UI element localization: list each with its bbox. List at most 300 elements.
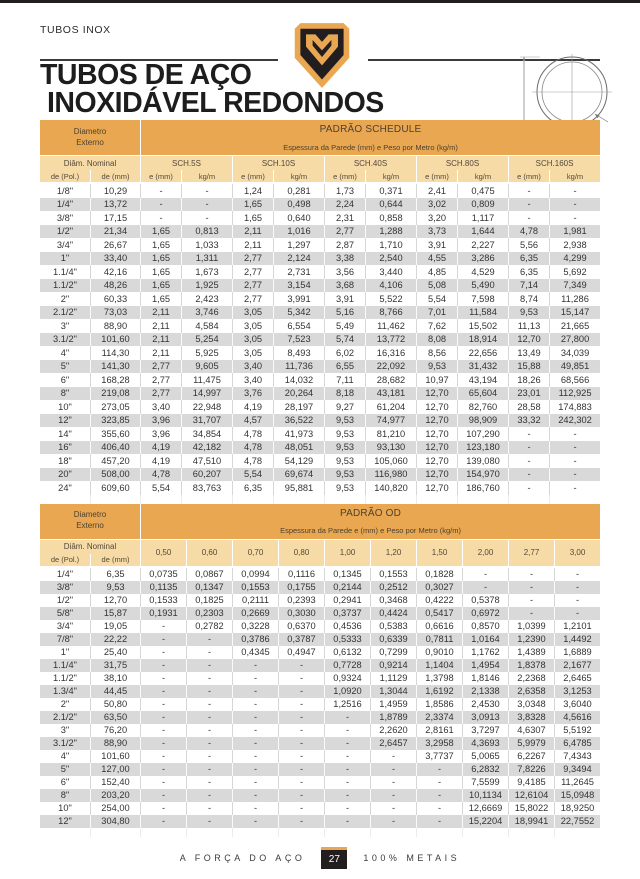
table-row <box>40 198 600 212</box>
spacer-row <box>40 495 600 504</box>
value-cell: 11,13 <box>508 319 549 333</box>
value-cell: 11,2645 <box>554 776 600 789</box>
value-cell: 1,1404 <box>416 659 462 672</box>
value-cell: 123,180 <box>457 441 508 455</box>
value-cell: - <box>554 581 600 594</box>
value-cell: 12,70 <box>416 481 457 495</box>
value-cell: - <box>324 789 370 802</box>
value-cell: - <box>140 659 186 672</box>
value-cell: - <box>140 211 181 225</box>
value-cell: 2,423 <box>181 292 232 306</box>
value-cell: 21,665 <box>549 319 600 333</box>
col-header-pol: de (Pol.) <box>40 170 90 184</box>
value-cell: 11,736 <box>273 360 324 374</box>
value-cell: - <box>232 672 278 685</box>
empty-cell <box>232 828 278 837</box>
value-cell: 107,290 <box>457 427 508 441</box>
diam-mm-cell: 17,15 <box>90 211 140 225</box>
diam-mm-cell: 219,08 <box>90 387 140 401</box>
diam-mm-cell: 141,30 <box>90 360 140 374</box>
value-cell: - <box>508 568 554 581</box>
schedule-table <box>40 120 600 504</box>
value-cell: - <box>278 789 324 802</box>
col-header-e: e (mm) <box>324 170 365 184</box>
thickness-header: 1,20 <box>370 539 416 568</box>
value-cell: 15,88 <box>508 360 549 374</box>
diam-mm-cell: 6,35 <box>90 568 140 581</box>
value-cell: 2,11 <box>140 306 181 320</box>
value-cell: 4,78 <box>232 441 273 455</box>
value-cell: 0,498 <box>273 198 324 212</box>
diam-pol-cell: 16" <box>40 441 90 455</box>
empty-cell <box>90 828 140 837</box>
value-cell: 0,9010 <box>416 646 462 659</box>
table-row <box>40 815 600 828</box>
table-row <box>40 346 600 360</box>
value-cell: 8,56 <box>416 346 457 360</box>
value-cell: 3,6040 <box>554 698 600 711</box>
value-cell: 0,5333 <box>324 633 370 646</box>
value-cell: 23,01 <box>508 387 549 401</box>
value-cell: 6,4785 <box>554 737 600 750</box>
value-cell: - <box>140 184 181 198</box>
diam-pol-cell: 1" <box>40 252 90 266</box>
table-row <box>40 776 600 789</box>
table-row <box>40 685 600 698</box>
value-cell: 5,08 <box>416 279 457 293</box>
value-cell: 18,26 <box>508 373 549 387</box>
diam-mm-cell: 88,90 <box>90 737 140 750</box>
value-cell: 1,65 <box>140 238 181 252</box>
value-cell: 1,8586 <box>416 698 462 711</box>
value-cell: - <box>370 789 416 802</box>
value-cell: 0,7299 <box>370 646 416 659</box>
value-cell: 5,692 <box>549 265 600 279</box>
value-cell: 5,16 <box>324 306 365 320</box>
empty-cell <box>40 828 90 837</box>
diam-pol-cell: 2" <box>60 699 70 709</box>
value-cell: 15,147 <box>549 306 600 320</box>
sch-group-header: SCH.40S <box>324 155 416 170</box>
sch-group-header: SCH.5S <box>140 155 232 170</box>
empty-cell <box>365 495 416 504</box>
value-cell: 7,01 <box>416 306 457 320</box>
value-cell: 1,1129 <box>370 672 416 685</box>
value-cell: 12,70 <box>416 400 457 414</box>
value-cell: 3,440 <box>365 265 416 279</box>
diam-pol-cell: 6" <box>60 777 70 787</box>
value-cell: 2,77 <box>232 265 273 279</box>
value-cell: - <box>549 427 600 441</box>
value-cell: 11,286 <box>549 292 600 306</box>
value-cell: - <box>554 568 600 581</box>
empty-cell <box>140 828 186 837</box>
diam-pol-cell: 1.1/2" <box>53 673 77 683</box>
value-cell: 1,6192 <box>416 685 462 698</box>
diam-pol-cell: 1" <box>60 647 70 657</box>
empty-cell <box>508 828 554 837</box>
value-cell: 1,644 <box>457 225 508 239</box>
col-header-kg: kg/m <box>181 170 232 184</box>
value-cell: 0,3737 <box>324 607 370 620</box>
value-cell: - <box>370 815 416 828</box>
table-row <box>40 265 600 279</box>
diam-pol-cell: 20" <box>40 468 90 482</box>
value-cell: 20,264 <box>273 387 324 401</box>
diam-mm-cell: 48,26 <box>90 279 140 293</box>
value-cell: - <box>186 815 232 828</box>
value-cell: 1,73 <box>324 184 365 198</box>
value-cell: 5,254 <box>181 333 232 347</box>
value-cell: 1,925 <box>181 279 232 293</box>
value-cell: 3,0913 <box>462 711 508 724</box>
diam-mm-cell: 50,80 <box>90 698 140 711</box>
value-cell: 43,194 <box>457 373 508 387</box>
value-cell: 4,106 <box>365 279 416 293</box>
value-cell: 2,6465 <box>554 672 600 685</box>
value-cell: 3,7737 <box>416 750 462 763</box>
value-cell: - <box>324 802 370 815</box>
value-cell: - <box>140 789 186 802</box>
value-cell: - <box>186 724 232 737</box>
value-cell: 3,96 <box>140 427 181 441</box>
value-cell: 7,11 <box>324 373 365 387</box>
value-cell: 8,18 <box>324 387 365 401</box>
diam-mm-cell: 88,90 <box>90 319 140 333</box>
value-cell: 0,7811 <box>416 633 462 646</box>
empty-cell <box>508 495 549 504</box>
value-cell: 2,77 <box>232 252 273 266</box>
diam-mm-cell: 73,03 <box>90 306 140 320</box>
value-cell: - <box>278 737 324 750</box>
value-cell: 0,6370 <box>278 620 324 633</box>
value-cell: - <box>278 672 324 685</box>
value-cell: - <box>232 698 278 711</box>
col-header-e: e (mm) <box>232 170 273 184</box>
empty-cell <box>554 828 600 837</box>
value-cell: 10,97 <box>416 373 457 387</box>
value-cell: 0,2941 <box>324 594 370 607</box>
sch-group-header: SCH.10S <box>232 155 324 170</box>
value-cell: - <box>278 711 324 724</box>
value-cell: 3,05 <box>232 306 273 320</box>
value-cell: - <box>278 763 324 776</box>
value-cell: 2,11 <box>140 319 181 333</box>
value-cell: 18,9941 <box>508 815 554 828</box>
value-cell: - <box>140 724 186 737</box>
value-cell: 8,08 <box>416 333 457 347</box>
empty-cell <box>324 828 370 837</box>
empty-cell <box>90 495 140 504</box>
value-cell: - <box>181 198 232 212</box>
value-cell: 83,763 <box>181 481 232 495</box>
value-cell: 3,05 <box>232 346 273 360</box>
value-cell: 6,2267 <box>508 750 554 763</box>
value-cell: 18,914 <box>457 333 508 347</box>
table-row <box>40 184 600 198</box>
value-cell: - <box>186 685 232 698</box>
value-cell: 1,6889 <box>554 646 600 659</box>
value-cell: 1,0399 <box>508 620 554 633</box>
table-row <box>40 319 600 333</box>
table-row <box>40 581 600 594</box>
value-cell: - <box>232 737 278 750</box>
value-cell: 0,1931 <box>140 607 186 620</box>
value-cell: 12,70 <box>416 454 457 468</box>
value-cell: 7,14 <box>508 279 549 293</box>
value-cell: 43,181 <box>365 387 416 401</box>
value-cell: 31,432 <box>457 360 508 374</box>
value-cell: 3,56 <box>324 265 365 279</box>
value-cell: 28,682 <box>365 373 416 387</box>
table-row <box>40 387 600 401</box>
value-cell: 1,4492 <box>554 633 600 646</box>
value-cell: - <box>324 763 370 776</box>
diam-mm-cell: 38,10 <box>90 672 140 685</box>
value-cell: 7,8226 <box>508 763 554 776</box>
value-cell: 0,1345 <box>324 568 370 581</box>
sch-group-header: SCH.160S <box>508 155 600 170</box>
value-cell: 0,281 <box>273 184 324 198</box>
value-cell: - <box>278 750 324 763</box>
table-row <box>40 252 600 266</box>
value-cell: 27,800 <box>549 333 600 347</box>
value-cell: - <box>232 685 278 698</box>
value-cell: - <box>278 776 324 789</box>
value-cell: - <box>508 454 549 468</box>
value-cell: 0,2512 <box>370 581 416 594</box>
value-cell: 0,6339 <box>370 633 416 646</box>
value-cell: 1,8789 <box>370 711 416 724</box>
table-row <box>40 373 600 387</box>
value-cell: - <box>508 581 554 594</box>
value-cell: 0,0735 <box>140 568 186 581</box>
value-cell: - <box>508 468 549 482</box>
value-cell: 1,016 <box>273 225 324 239</box>
value-cell: 0,3030 <box>278 607 324 620</box>
value-cell: - <box>140 815 186 828</box>
value-cell: - <box>186 646 232 659</box>
value-cell: 12,70 <box>416 468 457 482</box>
diam-mm-cell: 101,60 <box>90 750 140 763</box>
thickness-header: 0,50 <box>140 539 186 568</box>
value-cell: 3,68 <box>324 279 365 293</box>
value-cell: 18,9250 <box>554 802 600 815</box>
value-cell: - <box>324 776 370 789</box>
value-cell: 4,19 <box>232 400 273 414</box>
value-cell: - <box>140 620 186 633</box>
diam-pol-cell: 8" <box>40 789 90 802</box>
col-header-e: e (mm) <box>508 170 549 184</box>
value-cell: 12,70 <box>416 387 457 401</box>
page-title <box>40 61 384 117</box>
value-cell: 5,9979 <box>508 737 554 750</box>
od-table <box>40 504 600 837</box>
value-cell: 0,6132 <box>324 646 370 659</box>
value-cell: 2,77 <box>232 292 273 306</box>
value-cell: 2,77 <box>140 387 181 401</box>
value-cell: 2,24 <box>324 198 365 212</box>
value-cell: 6,2832 <box>462 763 508 776</box>
diam-mm-cell: 15,87 <box>90 607 140 620</box>
table-row <box>40 414 600 428</box>
value-cell: 0,809 <box>457 198 508 212</box>
empty-cell <box>370 828 416 837</box>
value-cell: 0,3786 <box>232 633 278 646</box>
value-cell: 5,342 <box>273 306 324 320</box>
value-cell: 2,2368 <box>508 672 554 685</box>
value-cell: - <box>140 711 186 724</box>
page-title-line1: TUBOS DE AÇO <box>40 59 252 91</box>
value-cell: - <box>462 568 508 581</box>
value-cell: 139,080 <box>457 454 508 468</box>
value-cell: - <box>278 802 324 815</box>
value-cell: 68,566 <box>549 373 600 387</box>
table-row <box>40 620 600 633</box>
table-row <box>40 646 600 659</box>
value-cell: 242,302 <box>549 414 600 428</box>
diam-pol-cell: 3.1/2" <box>40 333 90 347</box>
value-cell: 2,77 <box>140 373 181 387</box>
value-cell: 34,039 <box>549 346 600 360</box>
value-cell: - <box>324 724 370 737</box>
section-eyebrow: TUBOS INOX <box>40 24 111 36</box>
empty-cell <box>549 495 600 504</box>
value-cell: - <box>549 468 600 482</box>
table-row <box>40 568 600 581</box>
value-cell: 1,117 <box>457 211 508 225</box>
value-cell: 4,6307 <box>508 724 554 737</box>
value-cell: 1,4389 <box>508 646 554 659</box>
diam-pol-cell: 3.1/2" <box>40 737 90 750</box>
value-cell: 8,74 <box>508 292 549 306</box>
diam-mm-cell: 457,20 <box>90 454 140 468</box>
value-cell: 9,53 <box>324 454 365 468</box>
value-cell: 5,490 <box>457 279 508 293</box>
diam-mm-cell: 13,72 <box>90 198 140 212</box>
value-cell: - <box>549 441 600 455</box>
diam-mm-cell: 60,33 <box>90 292 140 306</box>
diam-mm-cell: 42,16 <box>90 265 140 279</box>
value-cell: 2,938 <box>549 238 600 252</box>
value-cell: - <box>186 750 232 763</box>
value-cell: 4,55 <box>416 252 457 266</box>
diam-mm-cell: 9,53 <box>90 581 140 594</box>
value-cell: 9,53 <box>324 427 365 441</box>
corner-header: Diametro Externo <box>40 504 140 539</box>
value-cell: 3,20 <box>416 211 457 225</box>
value-cell: 49,851 <box>549 360 600 374</box>
spacer-row <box>40 828 600 837</box>
value-cell: 6,02 <box>324 346 365 360</box>
diam-pol-cell: 2.1/2" <box>40 306 90 320</box>
value-cell: 1,673 <box>181 265 232 279</box>
value-cell: 47,510 <box>181 454 232 468</box>
value-cell: - <box>324 711 370 724</box>
diam-pol-cell: 4" <box>60 751 70 761</box>
empty-cell <box>181 495 232 504</box>
value-cell: 12,70 <box>416 427 457 441</box>
value-cell: - <box>549 211 600 225</box>
diam-pol-cell: 10" <box>58 401 72 412</box>
diam-pol-cell: 2" <box>60 293 70 304</box>
value-cell: 7,4343 <box>554 750 600 763</box>
value-cell: 0,3027 <box>416 581 462 594</box>
value-cell: 28,58 <box>508 400 549 414</box>
thickness-header: 0,80 <box>278 539 324 568</box>
value-cell: - <box>324 737 370 750</box>
diam-pol-cell: 6" <box>60 374 70 385</box>
value-cell: 105,060 <box>365 454 416 468</box>
value-cell: 0,475 <box>457 184 508 198</box>
value-cell: 93,130 <box>365 441 416 455</box>
table-row <box>40 279 600 293</box>
diam-mm-cell: 12,70 <box>90 594 140 607</box>
table-row <box>40 225 600 239</box>
value-cell: 36,522 <box>273 414 324 428</box>
value-cell: 1,033 <box>181 238 232 252</box>
schedule-table-title: PADRÃO SCHEDULE <box>140 120 600 139</box>
value-cell: 3,991 <box>273 292 324 306</box>
value-cell: - <box>324 750 370 763</box>
col-header-e: e (mm) <box>416 170 457 184</box>
empty-cell <box>273 495 324 504</box>
od-table-subtitle: Espessura da Parede e (mm) e Peso por Metro (kg/m) <box>140 523 600 539</box>
value-cell: 4,57 <box>232 414 273 428</box>
value-cell: 5,74 <box>324 333 365 347</box>
value-cell: 22,7552 <box>554 815 600 828</box>
thickness-header: 2,77 <box>508 539 554 568</box>
value-cell: - <box>278 698 324 711</box>
diam-pol-cell: 24" <box>58 482 72 493</box>
diam-mm-cell: 127,00 <box>90 763 140 776</box>
corner-header: Diametro Externo <box>40 120 140 155</box>
value-cell: 112,925 <box>549 387 600 401</box>
value-cell: 0,1347 <box>186 581 232 594</box>
value-cell: 82,760 <box>457 400 508 414</box>
value-cell: 60,207 <box>181 468 232 482</box>
value-cell: 9,3494 <box>554 763 600 776</box>
value-cell: 0,1825 <box>186 594 232 607</box>
value-cell: 2,11 <box>140 333 181 347</box>
diam-mm-cell: 508,00 <box>90 468 140 482</box>
value-cell: - <box>232 750 278 763</box>
diam-pol-cell: 1/2" <box>56 595 74 605</box>
value-cell: - <box>370 763 416 776</box>
value-cell: 7,598 <box>457 292 508 306</box>
value-cell: 15,2204 <box>462 815 508 828</box>
value-cell: 5,5192 <box>554 724 600 737</box>
table-row <box>40 468 600 482</box>
diam-mm-cell: 323,85 <box>90 414 140 428</box>
value-cell: 6,55 <box>324 360 365 374</box>
value-cell: 81,210 <box>365 427 416 441</box>
value-cell: 4,19 <box>140 441 181 455</box>
value-cell: - <box>416 789 462 802</box>
table-row <box>40 737 600 750</box>
value-cell: 61,204 <box>365 400 416 414</box>
thickness-header: 2,00 <box>462 539 508 568</box>
value-cell: 3,286 <box>457 252 508 266</box>
value-cell: - <box>140 802 186 815</box>
value-cell: - <box>416 815 462 828</box>
value-cell: 0,5378 <box>462 594 508 607</box>
thickness-header: 0,60 <box>186 539 232 568</box>
empty-cell <box>457 495 508 504</box>
value-cell: 8,493 <box>273 346 324 360</box>
empty-cell <box>462 828 508 837</box>
diam-pol-cell: 1.1/4" <box>40 659 90 672</box>
